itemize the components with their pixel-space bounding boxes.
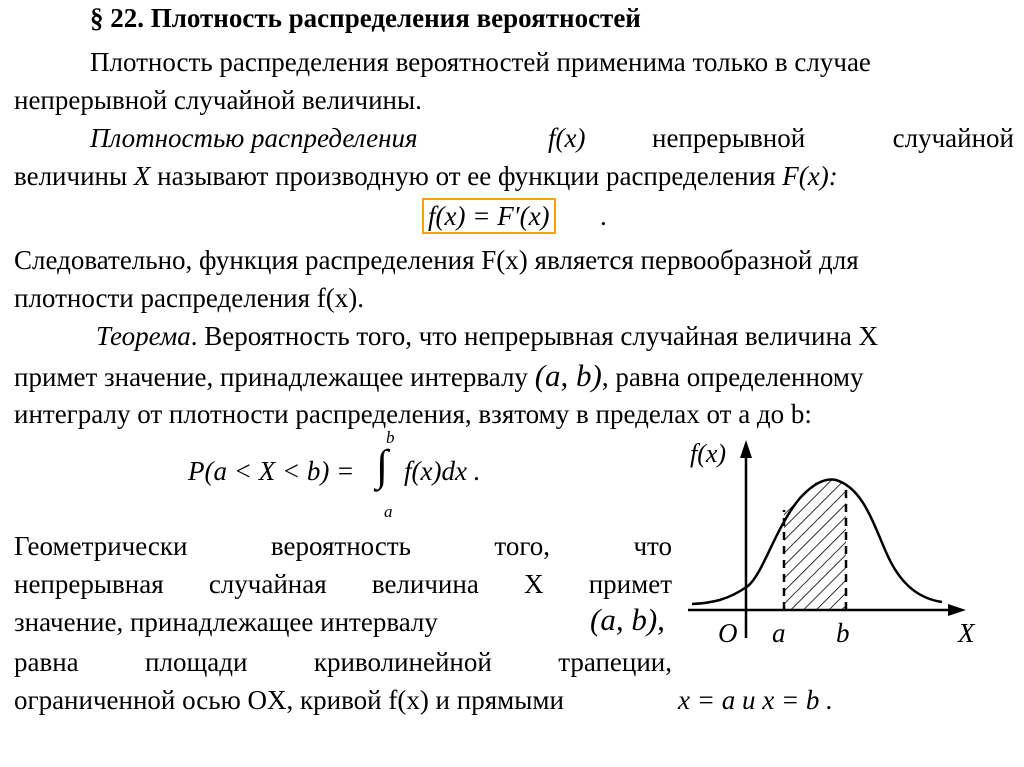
- geo-line-5-lines: x = a и x = b .: [678, 685, 833, 715]
- theorem-line-3: интегралу от плотности распределения, взятому в пределах от a до b:: [14, 399, 812, 429]
- geo-line-3: значение, принадлежащее интервалу: [14, 607, 438, 637]
- x-axis-label: X: [958, 618, 975, 648]
- integral-upper-limit: b: [386, 428, 395, 447]
- integral-lower-limit: a: [384, 502, 393, 521]
- geo-line-4: равна площади криволинейной трапеции,: [14, 647, 672, 677]
- geo-line-1: Геометрически вероятность того, что: [14, 531, 672, 561]
- geo-line-2: непрерывная случайная величина X примет: [14, 569, 672, 599]
- theorem-line-1: Теорема. Вероятность того, что непрерывная случайная величина X: [96, 321, 879, 351]
- a-label: a: [772, 618, 786, 648]
- definition-fx: f(x): [548, 123, 586, 153]
- paragraph-3-line-1: Следовательно, функция распределения F(x) является первообразной для: [14, 245, 859, 275]
- probability-area: [784, 480, 846, 610]
- density-formula: f(x) = F′(x): [422, 198, 556, 234]
- formula-period: .: [600, 201, 607, 231]
- definition-line-2: величины X называют производную от ее функции распределения F(x):: [14, 161, 838, 191]
- geo-interval: (a, b),: [590, 602, 665, 637]
- page-title: § 22. Плотность распределения вероятностей: [90, 3, 641, 33]
- integral-right: f(x)dx .: [404, 456, 481, 486]
- integral-left: P(a < X < b) =: [188, 456, 355, 486]
- y-axis-label: f(x): [690, 439, 727, 468]
- definition-rest: непрерывной случайной: [652, 123, 1014, 153]
- origin-label: O: [718, 618, 738, 648]
- y-axis-arrow: [740, 440, 752, 458]
- integral-sign: ∫: [376, 441, 389, 490]
- theorem-line-2: примет значение, принадлежащее интервалу (a, b), равна определенному: [14, 358, 864, 393]
- paragraph-1-line-1: Плотность распределения вероятностей применима только в случае: [90, 47, 871, 77]
- definition-term: Плотностью распределения: [90, 123, 418, 153]
- x-axis-arrow: [948, 604, 966, 616]
- geo-line-5: ограниченной осью OX, кривой f(x) и прямыми: [14, 685, 564, 715]
- paragraph-1-line-2: непрерывной случайной величины.: [14, 85, 422, 115]
- paragraph-3-line-2: плотности распределения f(x).: [14, 283, 364, 313]
- b-label: b: [836, 618, 850, 648]
